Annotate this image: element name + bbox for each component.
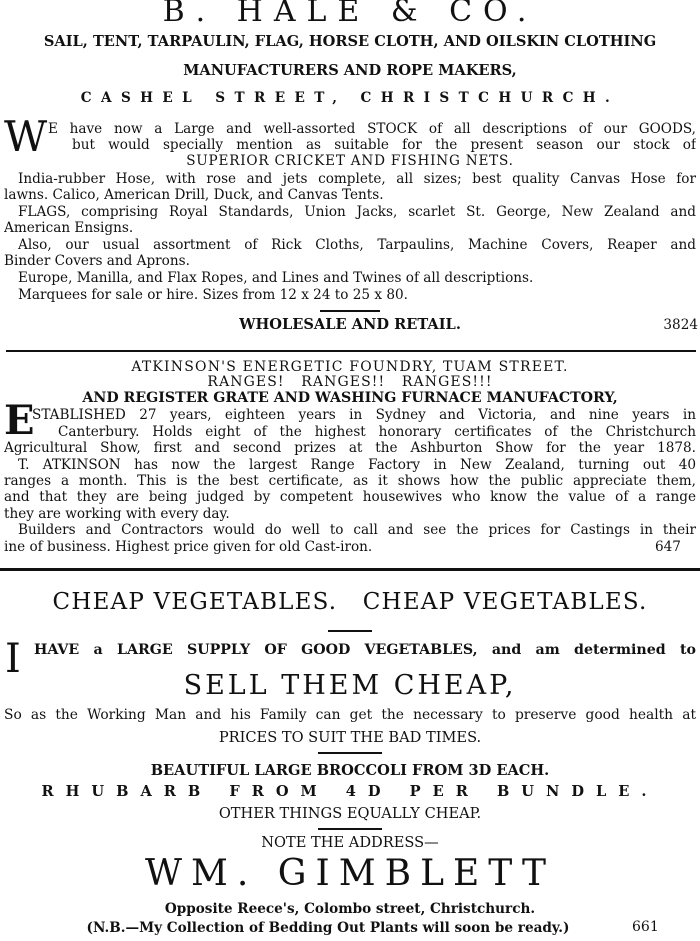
- hale-body-line: India-rubber Hose, with rose and jets complete, all sizes; best quality Canvas Hose for: [18, 171, 696, 187]
- divider-rule: [0, 568, 700, 571]
- atkinson-body-line: they are working with every day.: [4, 506, 230, 522]
- hale-trade-line-1: SAIL, TENT, TARPAULIN, FLAG, HORSE CLOTH, AND OILSKIN CLOTHING: [43, 33, 657, 50]
- gimblett-short-rule: [318, 752, 382, 754]
- gimblett-intro: HAVE a LARGE SUPPLY OF GOOD VEGETABLES, and am determined to: [34, 642, 696, 658]
- atkinson-heading: ATKINSON'S ENERGETIC FOUNDRY, TUAM STREET.: [131, 359, 569, 375]
- atkinson-body-line: and that they are being judged by competent housewives who know the value of a range: [4, 489, 696, 505]
- gimblett-headline: CHEAP VEGETABLES. CHEAP VEGETABLES.: [52, 589, 648, 615]
- gimblett-name: WM. GIMBLETT: [145, 853, 555, 894]
- gimblett-location: Opposite Reece's, Colombo street, Christchurch.: [164, 901, 536, 917]
- hale-dropcap: W: [4, 112, 48, 161]
- atkinson-body-line: T. ATKINSON has now the largest Range Factory in New Zealand, turning out 40: [18, 457, 696, 473]
- hale-body-line: Europe, Manilla, and Flax Ropes, and Lines and Twines of all descriptions.: [18, 270, 534, 286]
- gimblett-short-rule: [328, 630, 372, 632]
- gimblett-nb: (N.B.—My Collection of Bedding Out Plants will soon be ready.): [86, 920, 570, 936]
- hale-address: CASHEL STREET, CHRISTCHURCH.: [80, 90, 620, 106]
- atkinson-body-line: ine of business. Highest price given for old Cast-iron.: [4, 539, 373, 555]
- atkinson-subheading: AND REGISTER GRATE AND WASHING FURNACE MANUFACTORY,: [82, 390, 618, 406]
- gimblett-sell-cheap: SELL THEM CHEAP,: [183, 670, 517, 701]
- hale-body-line: lawns. Calico, American Drill, Duck, and Canvas Tents.: [4, 187, 384, 203]
- hale-body-line: Also, our usual assortment of Rick Cloths, Tarpaulins, Machine Covers, Reaper and: [18, 237, 696, 253]
- hale-body-line: but would specially mention as suitable for the present season our stock of: [72, 137, 696, 153]
- hale-body-line: SUPERIOR CRICKET AND FISHING NETS.: [186, 153, 514, 169]
- hale-short-rule: [320, 310, 380, 312]
- hale-footer: WHOLESALE AND RETAIL.: [239, 316, 461, 333]
- hale-body-line: FLAGS, comprising Royal Standards, Union Jacks, scarlet St. George, New Zealand and: [18, 204, 696, 220]
- hale-body-line: Marquees for sale or hire. Sizes from 12 x 24 to 25 x 80.: [18, 287, 408, 303]
- gimblett-ref-number: 661: [632, 919, 659, 935]
- atkinson-ranges: RANGES! RANGES!! RANGES!!!: [207, 374, 493, 390]
- atkinson-body-line: STABLISHED 27 years, eighteen years in Sydney and Victoria, and nine years in: [32, 407, 696, 423]
- gimblett-dropcap: I: [5, 636, 21, 682]
- gimblett-note: NOTE THE ADDRESS—: [261, 834, 439, 851]
- gimblett-purpose: So as the Working Man and his Family can get the necessary to preserve good health at: [4, 707, 696, 723]
- hale-body-line: American Ensigns.: [4, 220, 134, 236]
- atkinson-dropcap: E: [4, 397, 35, 444]
- atkinson-body-line: Agricultural Show, first and second prizes at the Ashburton Show for the year 1878.: [4, 440, 696, 456]
- divider-rule: [6, 350, 696, 352]
- hale-firm-name: B. HALE & CO.: [162, 0, 538, 29]
- gimblett-prices: PRICES TO SUIT THE BAD TIMES.: [218, 729, 482, 746]
- gimblett-rhubarb: RHUBARB FROM 4D PER BUNDLE.: [41, 783, 659, 800]
- gimblett-short-rule: [318, 828, 382, 830]
- gimblett-broccoli: BEAUTIFUL LARGE BROCCOLI FROM 3D EACH.: [150, 762, 550, 779]
- hale-body-line: E have now a Large and well-assorted STOCK of all descriptions of our GOODS,: [48, 121, 696, 137]
- atkinson-body-line: Builders and Contractors would do well to call and see the prices for Castings in their: [18, 522, 696, 538]
- atkinson-body-line: Canterbury. Holds eight of the highest honorary certificates of the Christchurch: [58, 424, 696, 440]
- hale-trade-line-2: MANUFACTURERS AND ROPE MAKERS,: [183, 62, 517, 79]
- hale-ref-number: 3824: [663, 317, 698, 333]
- atkinson-ref-number: 647: [655, 539, 681, 555]
- hale-body-line: Binder Covers and Aprons.: [4, 253, 190, 269]
- atkinson-body-line: ranges a month. This is the best certificate, as it shows how the public appreciate them,: [4, 473, 696, 489]
- gimblett-other: OTHER THINGS EQUALLY CHEAP.: [218, 805, 482, 822]
